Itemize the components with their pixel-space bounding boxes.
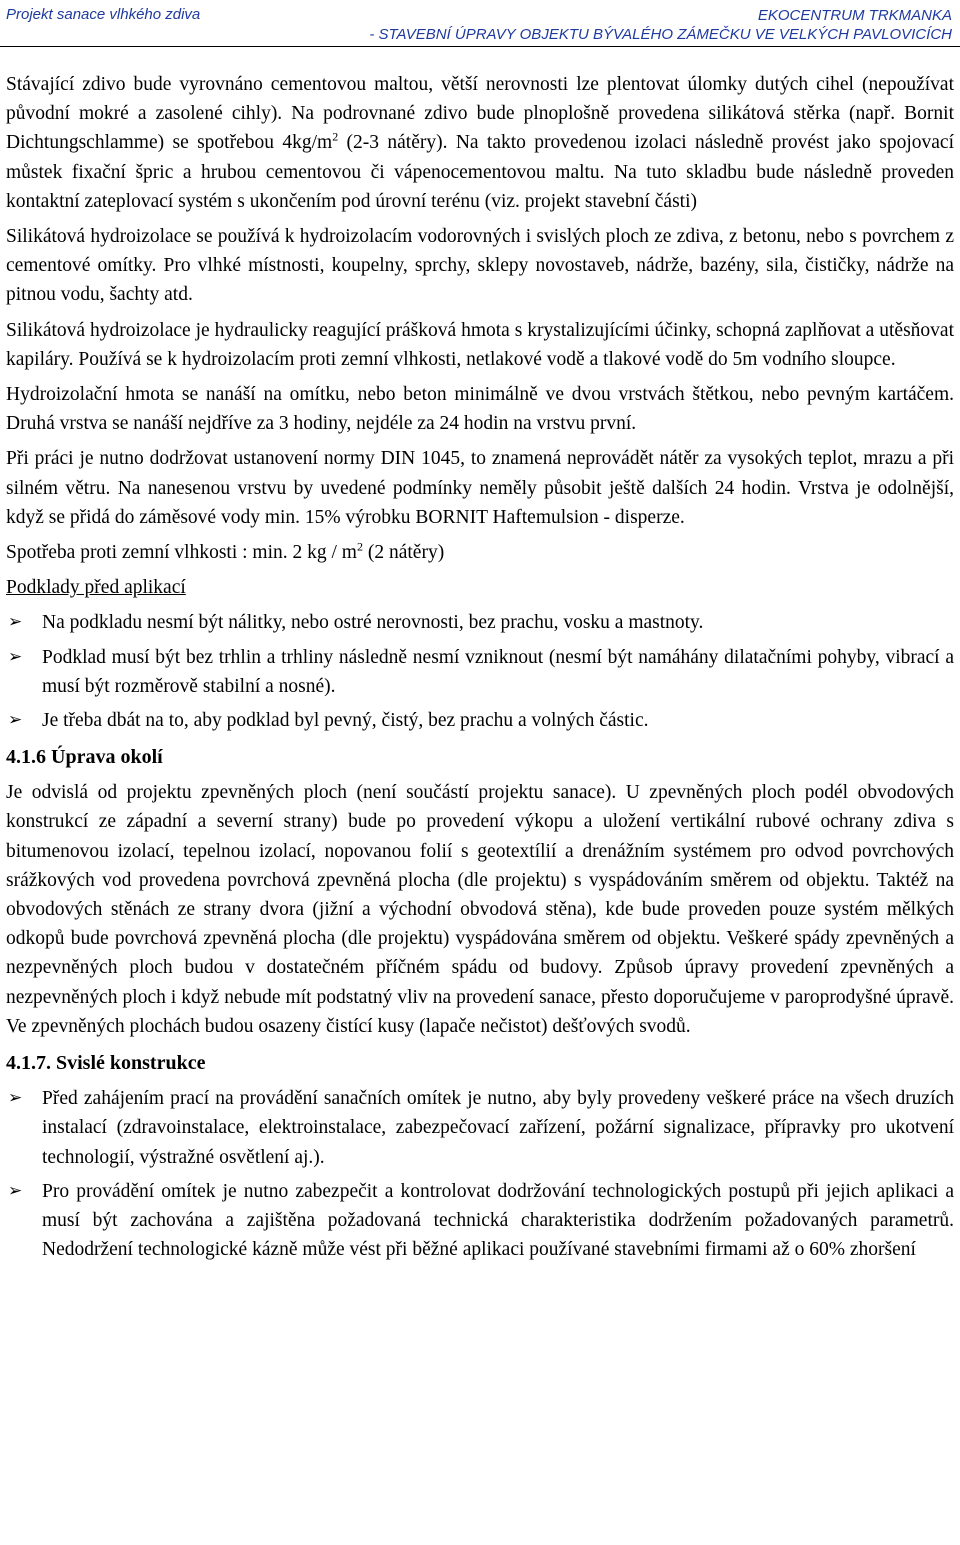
section-heading-416: 4.1.6 Úprava okolí — [6, 746, 163, 769]
section-heading-417: 4.1.7. Svislé konstrukce — [6, 1052, 206, 1075]
paragraph-consumption: Spotřeba proti zemní vlhkosti : min. 2 kg / $m^2$ (2 nátěry) — [6, 539, 445, 564]
list-item: ➢ Podklad musí být bez trhlin a trhliny následně nesmí vzniknout (nesmí být namáhány dilatačními pohyby, vibrací a musí být rozměrově stabilní a nosné). — [6, 643, 954, 701]
paragraph-din-norm: Při práci je nutno dodržovat ustanovení normy DIN 1045, to znamená neprovádět nátěr za vysokých teplot, mrazu a při silném větru. Na nanesenou vrstvu by uvedené podmínky neměly působit ještě dalších 24 hodin. Vrstva je odolnější, když se přidá do záměsové vody min. 15% výrobku BORNIT Haftemulsion - disperze. — [6, 448, 954, 528]
substrate-requirements-list — [6, 608, 954, 735]
arrowhead-bullet-icon: ➢ — [8, 612, 23, 633]
vertical-structures-list — [6, 1084, 954, 1264]
paragraph-leveling: Stávající zdivo bude vyrovnáno cementovou maltou, větší nerovnosti lze plentovat úlomky dutých cihel (nepoužívat původní mokré a zasolené cihly). Na podrovnané zdivo bude plnoplošně provedena silikátová stěrka (např. Bornit Dichtungschlamme) se spotřebou $4kg/m^2$ (2-3 nátěry). Na takto provedenou izolaci následně provést jako spojovací můstek fixační špric a hrubou cementovou či vápenocementovou maltu. Na tuto skladbu bude následně proveden kontaktní zateplovací systém s ukončením pod úrovní terénu (viz. projekt stavební části) — [6, 74, 955, 212]
list-item: ➢ Je třeba dbát na to, aby podklad byl pevný, čistý, bez prachu a volných částic. — [6, 706, 954, 735]
header-organization: EKOCENTRUM TRKMANKA — [757, 7, 952, 24]
list-item: ➢ Na podkladu nesmí být nálitky, nebo ostré nerovnosti, bez prachu, vosku a mastnoty. — [6, 608, 954, 637]
document-body — [6, 70, 954, 1270]
header-right-block — [369, 6, 952, 44]
arrowhead-bullet-icon: ➢ — [8, 710, 23, 731]
header-project-title: Projekt sanace vlhkého zdiva — [6, 6, 201, 23]
arrowhead-bullet-icon: ➢ — [8, 1180, 23, 1201]
list-item: ➢ Před zahájením prací na provádění sanačních omítek je nutno, aby byly provedeny veškeré práce na všech druzích instalací (zdravoinstalace, elektroinstalace, zabezpečovací zařízení, požární signalizace, přípravky pro ukotvení technologií, výstražné osvětlení aj.). — [6, 1084, 954, 1172]
list-item: ➢ Pro provádění omítek je nutno zabezpečit a kontrolovat dodržování technologických postupů při jejich aplikaci a musí být zachována a zajištěna požadovaná technická charakteristika dodržením požadovaných parametrů. Nedodržení technologické kázně může vést při běžné aplikaci používané stavebními firmami až o 60% zhoršení — [6, 1177, 954, 1265]
paragraph-silicate-properties: Silikátová hydroizolace je hydraulicky reagující prášková hmota s krystalizujícími účinky, schopná zaplňovat a utěsňovat kapiláry. Používá se k hydroizolacím proti zemní vlhkosti, netlakové vodě a tlakové vodě do 5m vodního sloupce. — [6, 319, 954, 370]
paragraph-silicate-use: Silikátová hydroizolace se používá k hydroizolacím vodorovných i svislých ploch ze zdiva, z betonu, nebo s povrchem z cementové omítky. Pro vlhké místnosti, koupelny, sprchy, sklepy novostaveb, nádrže, bazény, sila, čističky, nádrže na pitnou vodu, šachty atd. — [6, 226, 954, 306]
arrowhead-bullet-icon: ➢ — [8, 1088, 23, 1109]
arrowhead-bullet-icon: ➢ — [8, 646, 23, 667]
page-header — [0, 0, 960, 47]
header-subtitle: - STAVEBNÍ ÚPRAVY OBJEKTU BÝVALÉHO ZÁMEČKU VE VELKÝCH PAVLOVICÍCH — [369, 26, 952, 43]
paragraph-surroundings: Je odvislá od projektu zpevněných ploch (není součástí projektu sanace). U zpevněných ploch podél obvodových konstrukcí ze západní a severní strany) bude po provedení výkopu a uložení vertikální rubové ochrany zdiva s bitumenovou izolací, tepelnou izolací, nopovanou folií s geotextílií a drenážním systémem pro odvod povrchových srážkových vod provedena povrchová zpevněná plocha (dle projektu) s vyspádováním směrem od objektu. Taktéž na obvodových stěnách ze strany dvora (jižní a východní obvodová stěna), kde bude proveden pouze systém mělkých odkopů bude povrchová zpevněná plocha (dle projektu) vyspádována směrem od objektu. Veškeré spády zpevněných a nezpevněných ploch budou v dostatečném příčném spádu od budovy. Způsob úpravy provedení zpevněných a nezpevněných ploch i když nebude mít podstatný vliv na provedení sanace, přesto doporučujeme v paroprodyšné úpravě. Ve zpevněných plochách budou osazeny čistící kusy (lapače nečistot) dešťových svodů. — [6, 782, 954, 1037]
paragraph-application: Hydroizolační hmota se nanáší na omítku, nebo beton minimálně ve dvou vrstvách štětkou, nebo pevným kartáčem. Druhá vrstva se nanáší nejdříve za 3 hodiny, nejdéle za 24 hodin na vrstvu první. — [6, 384, 954, 435]
subheading-substrate: Podklady před aplikací — [6, 577, 186, 599]
